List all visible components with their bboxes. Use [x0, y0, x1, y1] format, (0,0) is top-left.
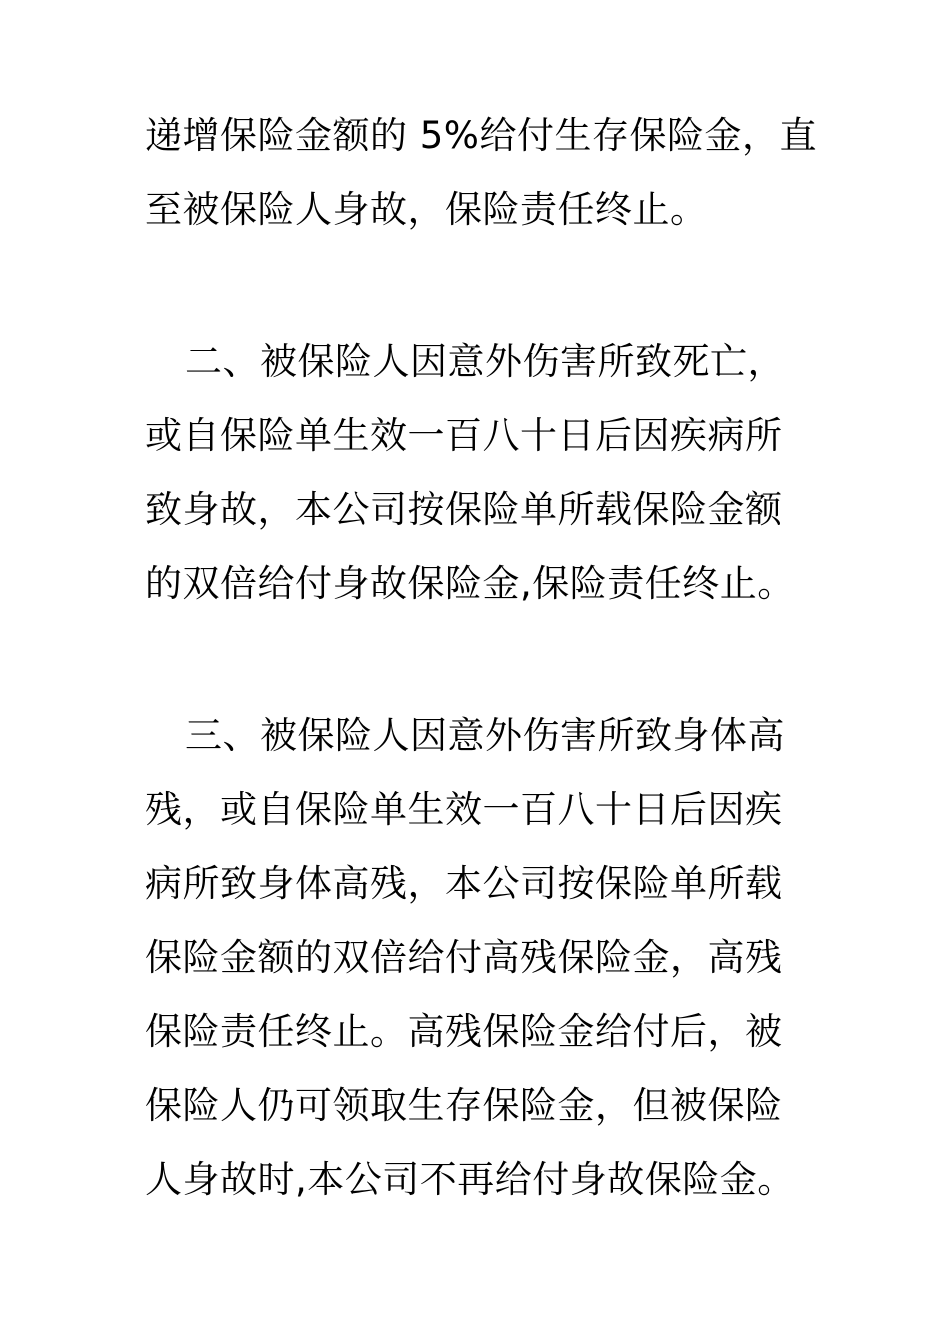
paragraph-line: 保险金额的双倍给付高残保险金，高残 — [145, 936, 783, 979]
paragraph-line: 人身故时,本公司不再给付身故保险金。 — [145, 1158, 795, 1201]
paragraph-line: 致身故，本公司按保险单所载保险金额 — [145, 488, 783, 531]
paragraph-line: 保险责任终止。高残保险金给付后，被 — [145, 1010, 783, 1053]
paragraph-line: 病所致身体高残，本公司按保险单所载 — [145, 862, 783, 905]
paragraph-line: 至被保险人身故，保险责任终止。 — [145, 188, 708, 231]
paragraph-line: 残，或自保险单生效一百八十日后因疾 — [145, 788, 783, 831]
paragraph-line: 的双倍给付身故保险金,保险责任终止。 — [145, 562, 795, 605]
paragraph-line: 三、被保险人因意外伤害所致身体高 — [185, 714, 785, 757]
paragraph-line: 二、被保险人因意外伤害所致死亡， — [185, 340, 785, 383]
paragraph-line: 或自保险单生效一百八十日后因疾病所 — [145, 414, 783, 457]
paragraph-line: 递增保险金额的 5%给付生存保险金，直 — [145, 114, 817, 157]
paragraph-line: 保险人仍可领取生存保险金，但被保险 — [145, 1084, 783, 1127]
